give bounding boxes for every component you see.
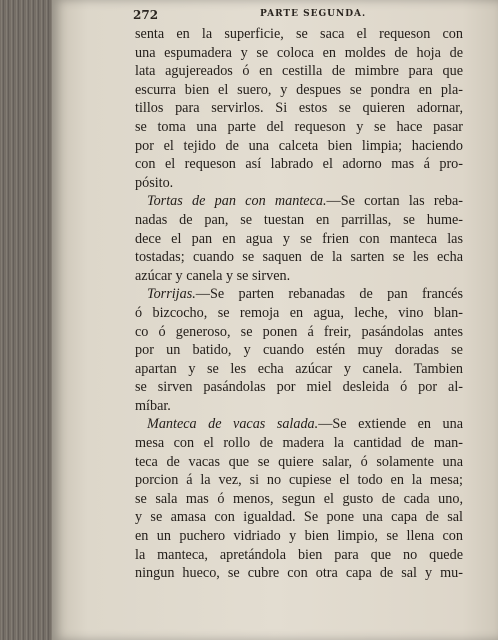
text-line: apartan y se les echa azúcar y canela. Tambien bbox=[135, 360, 463, 377]
text-line: senta en la superficie, se saca el requeson con bbox=[135, 26, 463, 42]
text-line: porcion á la vez, si no cupiese el todo en la mesa; bbox=[135, 472, 463, 489]
text-line: escurra bien el suero, y despues se pondra en pla- bbox=[135, 81, 463, 98]
text-line: Manteca de vacas salada.—Se extiende en una bbox=[147, 416, 463, 433]
text-line: teca de vacas que se quiere salar, ó solamente una bbox=[135, 453, 463, 470]
text-line: y se amasa con igualdad. Se pone una capa de sal bbox=[135, 509, 463, 526]
text-line: por un batido, y cuando estén muy doradas se bbox=[135, 342, 463, 359]
body-text bbox=[135, 25, 463, 583]
text-line: nadas de pan, se tuestan en parrillas, se hume- bbox=[135, 211, 463, 228]
text-line: mesa con el rollo de madera la cantidad de man- bbox=[135, 435, 463, 452]
text-line: lata agujereados ó en cestilla de mimbre para que bbox=[135, 63, 463, 80]
text-line: se sirven pasándolas por miel desleida ó por al- bbox=[135, 379, 463, 396]
text-line: dece el pan en agua y se frien con manteca las bbox=[135, 230, 463, 247]
text-line: por el tejido de una calceta bien limpia; haciendo bbox=[135, 137, 463, 154]
text-line: ningun hueco, se cubre con otra capa de sal y mu- bbox=[135, 565, 463, 582]
text-line: con el requeson así labrado el adorno mas á pro- bbox=[135, 156, 463, 173]
text-line: tostadas; cuando se saquen de la sarten se les echa bbox=[135, 249, 463, 266]
book-page-edges bbox=[0, 0, 56, 640]
page-number: 272 bbox=[133, 8, 159, 22]
recipe-title: Manteca de vacas salada. bbox=[147, 416, 319, 433]
text-line: la manteca, apretándola bien para que no quede bbox=[135, 546, 463, 563]
text-line: azúcar y canela y se sirven. bbox=[135, 267, 291, 284]
text-line: co ó generoso, se ponen á freir, pasándolas antes bbox=[135, 323, 463, 340]
recipe-title: Torrijas. bbox=[147, 286, 196, 303]
text-line: se toma una parte del requeson y se hace pasar bbox=[135, 118, 463, 135]
text-line: míbar. bbox=[135, 397, 171, 414]
text-line: tillos para servirlos. Si estos se quieren adornar, bbox=[135, 100, 463, 117]
text-line: en un puchero vidriado y bien limpio, se llena con bbox=[135, 528, 463, 545]
text-line: una espumadera y se coloca en moldes de hoja de bbox=[135, 44, 463, 61]
page-header bbox=[80, 8, 462, 24]
text-line: se sala mas ó menos, segun el gusto de cada uno, bbox=[135, 490, 463, 507]
recipe-title: Tortas de pan con manteca. bbox=[147, 193, 327, 210]
text-line: pósito. bbox=[135, 174, 174, 191]
running-head: PARTE SEGUNDA. bbox=[260, 9, 367, 19]
text-line: Tortas de pan con manteca.—Se cortan las reba- bbox=[147, 193, 463, 210]
text-line: Torrijas.—Se parten rebanadas de pan francés bbox=[147, 286, 463, 303]
text-line: ó bizcocho, se remoja en agua, leche, vino blan- bbox=[135, 304, 463, 321]
